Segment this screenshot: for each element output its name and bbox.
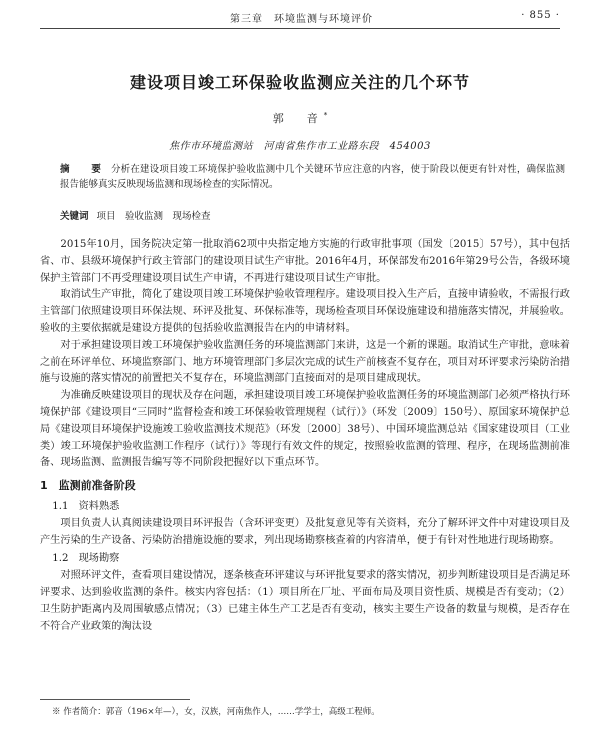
keywords-text: 项目 验收监测 现场检查 [96, 211, 211, 222]
paragraph: 取消试生产审批，简化了建设项目竣工环境保护验收管理程序。建设项目投入生产后，直接申请验收，不需报行政主管部门依照建设项目环保法规、环评及批复、环保标准等，现场检查项目环保设施建设和措施落实情况，并展验收。验收的主要依据就是建设方提供的包括验收监测报告在内的申请材料。 [40, 289, 570, 334]
abstract [60, 163, 565, 192]
page-number: · 855 · [521, 10, 560, 21]
chapter-title: 第三章 环境监测与环境评价 [230, 14, 373, 25]
keywords [60, 208, 565, 222]
paragraph: 为准确反映建设项目的现状及存在问题，承担建设项目竣工环境保护验收监测任务的环境监测部门必须严格执行环境保护部《建设项目“三同时”监督检查和竣工环保验收管理规程（试行）》（环发〔2009〕150号）、原国家环境保护总局《建设项目环境保护设施竣工验收监测技术规范》（环发〔2000〕38号）、中国环境监测总站《国家建设项目（工业类）竣工环境保护验收监测工作程序（试行）》等现行有效文件的规定，按照验收监测的管理、程序，在现场监测前准备、现场监测、监测报告编写等不同阶段把握好以下重点环节。 [40, 390, 570, 469]
affiliation: 焦作市环境监测站 河南省焦作市工业路东段 454003 [169, 141, 431, 152]
author-name: 郭 音 [272, 112, 324, 125]
abstract-text: 分析在建设项目竣工环境保护验收监测中几个关键环节应注意的内容，使于阶段以便更有针对性，确保监测报告能够真实反映现场监测和现场检查的实际情况。 [60, 164, 565, 190]
running-header [40, 10, 560, 29]
keywords-label: 关键词 [60, 211, 89, 222]
author [0, 110, 600, 126]
abstract-label: 摘 要 [60, 164, 107, 175]
paragraph: 对照环评文件，查看项目建设情况，逐条核查环评建议与环评批复要求的落实情况，初步判断建设项目是否满足环评要求、达到验收监测的条件。核实内容包括：（1）项目所在厂址、平面布局及项目资性质、规模是否有变动；（2）卫生防护距离内及周围敏感点情况；（3）已建主体生产工艺是否有变动，核实主要生产设备的数量与规模，是否存在不符合产业政策的淘汰设 [40, 570, 570, 632]
author-footnote-mark: * [323, 111, 328, 120]
subsection-heading: 1.1 资料熟悉 [52, 500, 120, 512]
article-title: 建设项目竣工环保验收监测应关注的几个环节 [129, 73, 470, 92]
paragraph: 项目负责人认真阅读建设项目环评报告（含环评变更）及批复意见等有关资料，充分了解环评文件中对建设项目及产生污染的生产设备、污染防治措施设施的要求，列出现场勘察核查着的内容清单，便于有针对性地进行现场勘察。 [40, 517, 570, 546]
footnote-divider [40, 699, 190, 700]
subsection-heading: 1.2 现场勘察 [52, 553, 120, 565]
paragraph: 2015年10月，国务院决定第一批取消62项中央指定地方实施的行政审批事项（国发〔2015〕57号），其中包括省、市、县级环境保护行政主管部门的建设项目试生产审批。2016年4月，环保部发布2016年第29号公告，各级环境保护主管部门不再受理建设项目试生产申请，不再进行建设项目试生产审批。 [40, 239, 570, 284]
section-heading: 1 监测前准备阶段 [40, 479, 136, 493]
paragraph: 对于承担建设项目竣工环境保护验收监测任务的环境监测部门来讲，这是一个新的课题。取消试生产审批，意味着之前在环评单位、环境监察部门、地方环境管理部门多层次完成的试生产前核查不复存在，项目对环评要求污染防治措施与设施的落实情况的前置把关不复存在，环境监测部门直接面对的是项目建成现状。 [40, 339, 570, 385]
footnote: ※ 作者简介：郭音（196×年—），女，汉族，河南焦作人，……学学士，高级工程师。 [52, 707, 380, 717]
article-body [40, 237, 570, 635]
